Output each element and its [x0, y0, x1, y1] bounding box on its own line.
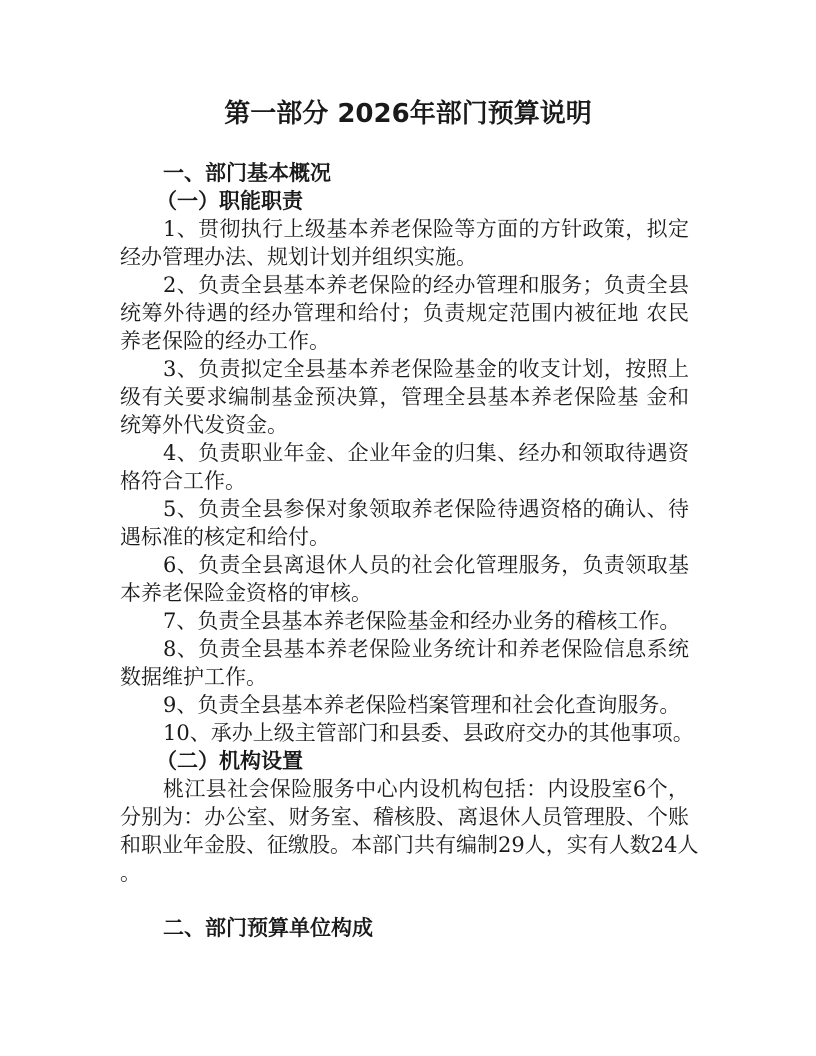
paragraph — [120, 551, 689, 607]
paragraph-line: 10、承办上级主管部门和县委、县政府交办的其他事项。 — [163, 721, 694, 745]
paragraph-line: 3、负责拟定全县基本养老保险基金的收支计划，按照上 — [163, 357, 689, 381]
paragraph — [120, 271, 689, 355]
paragraph — [120, 635, 689, 691]
paragraph — [120, 691, 689, 719]
paragraph-line: 本养老保险金资格的审核。 — [120, 581, 372, 605]
paragraph-line: 。 — [120, 861, 141, 885]
paragraph-line: 数据维护工作。 — [120, 665, 267, 689]
paragraph-line: 5、负责全县参保对象领取养老保险待遇资格的确认、待 — [163, 497, 689, 521]
paragraph-line: 统筹外待遇的经办管理和给付；负责规定范围内被征地 农民 — [120, 301, 689, 325]
paragraph — [120, 719, 694, 747]
subsection-heading-organization: （二）机构设置 — [156, 749, 303, 773]
section-heading-overview: 一、部门基本概况 — [163, 161, 331, 185]
paragraph-line: 8、负责全县基本养老保险业务统计和养老保险信息系统 — [163, 637, 689, 661]
paragraph-line: 统筹外代发资金。 — [120, 413, 288, 437]
paragraph-line: 桃江县社会保险服务中心内设机构包括：内设股室6个， — [163, 777, 689, 801]
paragraph-line: 7、负责全县基本养老保险基金和经办业务的稽核工作。 — [163, 609, 681, 633]
paragraph-line: 遇标准的核定和给付。 — [120, 525, 330, 549]
paragraph — [120, 215, 689, 271]
paragraph-line: 和职业年金股、征缴股。本部门共有编制29人，实有人数24人 — [120, 833, 699, 857]
subsection-heading-functions: （一）职能职责 — [156, 189, 303, 213]
document-body — [120, 159, 699, 942]
paragraph — [120, 775, 699, 887]
paragraph-line: 1、贯彻执行上级基本养老保险等方面的方针政策，拟定 — [163, 217, 689, 241]
paragraph-line: 级有关要求编制基金预决算，管理全县基本养老保险基 金和 — [120, 385, 689, 409]
paragraph — [120, 495, 689, 551]
section-heading-budget-units: 二、部门预算单位构成 — [163, 916, 373, 940]
paragraph — [120, 439, 689, 495]
paragraph-line: 9、负责全县基本养老保险档案管理和社会化查询服务。 — [163, 693, 681, 717]
page-title: 第一部分 2026年部门预算说明 — [224, 99, 592, 129]
paragraph-line: 6、负责全县离退休人员的社会化管理服务，负责领取基 — [163, 553, 689, 577]
paragraph-line: 经办管理办法、规划计划并组织实施。 — [120, 245, 477, 269]
paragraph-line: 养老保险的经办工作。 — [120, 329, 330, 353]
organization-paragraph — [120, 775, 699, 887]
functions-list — [120, 215, 694, 747]
paragraph-line: 格符合工作。 — [120, 469, 246, 493]
paragraph-line: 2、负责全县基本养老保险的经办管理和服务；负责全县 — [163, 273, 689, 297]
paragraph — [120, 607, 689, 635]
paragraph-line: 分别为：办公室、财务室、稽核股、离退休人员管理股、个账 — [120, 805, 689, 829]
paragraph — [120, 355, 689, 439]
paragraph-line: 4、负责职业年金、企业年金的归集、经办和领取待遇资 — [163, 441, 689, 465]
